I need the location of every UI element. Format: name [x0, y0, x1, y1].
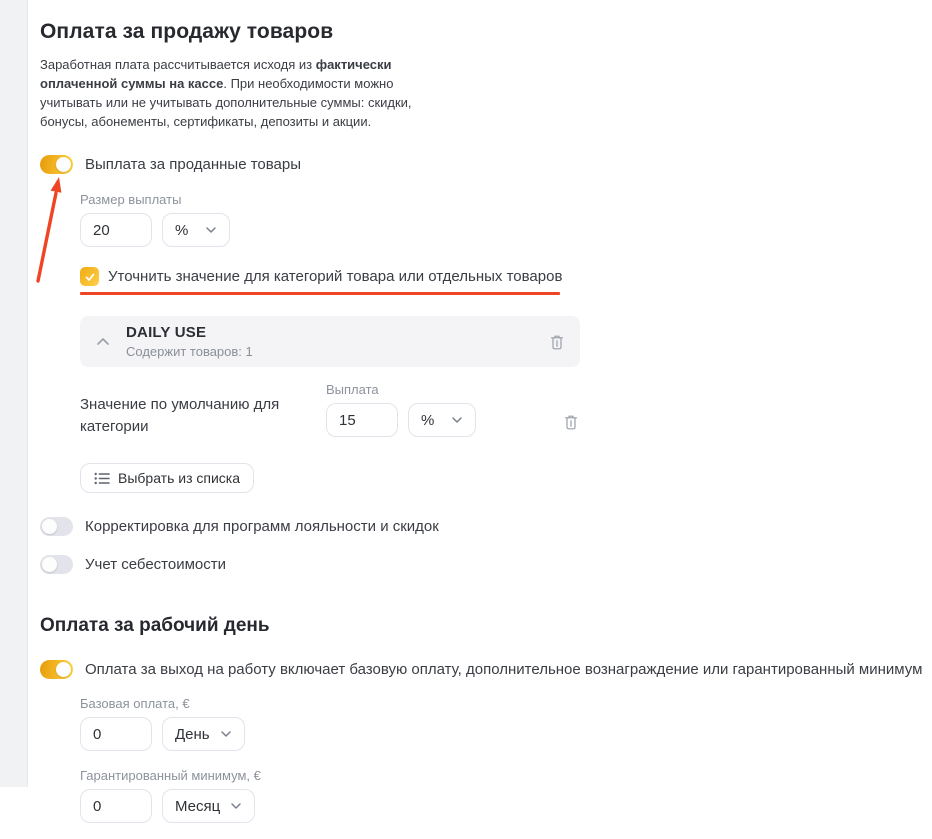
- attendance-toggle-label: Оплата за выход на работу включает базовую оплату, дополнительное вознаграждение или гарантированный минимум: [85, 661, 922, 678]
- red-arrow-annotation: [34, 171, 74, 283]
- category-unit-value: %: [421, 412, 434, 429]
- description-bold: фактически оплаченной суммы на кассе: [40, 57, 392, 91]
- workday-section-title: Оплата за рабочий день: [40, 615, 932, 637]
- base-pay-period-value: День: [175, 726, 210, 743]
- choose-from-list-button[interactable]: [80, 463, 254, 493]
- chevron-down-icon: [451, 416, 463, 424]
- list-icon: [94, 472, 110, 485]
- default-value-label: Значение по умолчанию для категории: [80, 394, 326, 438]
- chevron-down-icon: [220, 730, 232, 738]
- description-part2: . При необходимости можно учитывать или не учитывать дополнительные суммы: скидки, бонусы, абонементы, сертификаты, депозиты и акции.: [40, 76, 412, 129]
- sidebar-edge: [0, 0, 28, 787]
- loyalty-toggle-row: [40, 517, 932, 536]
- sold-goods-toggle[interactable]: [40, 155, 73, 174]
- cost-toggle-row: [40, 555, 932, 574]
- guaranteed-min-period-value: Месяц: [175, 798, 220, 815]
- section-description: [40, 55, 420, 131]
- cost-price-toggle[interactable]: [40, 555, 73, 574]
- category-subtitle: Содержит товаров: 1: [126, 344, 550, 359]
- category-card: [80, 316, 580, 367]
- attendance-toggle[interactable]: [40, 660, 73, 679]
- trash-icon: [550, 334, 564, 350]
- refine-checkbox-row: [80, 267, 932, 286]
- payout-field-label: Выплата: [326, 382, 476, 397]
- base-pay-label: Базовая оплата, €: [80, 696, 932, 711]
- chevron-down-icon: [205, 226, 217, 234]
- base-pay-period-select[interactable]: [162, 717, 245, 751]
- sold-goods-toggle-label: Выплата за проданные товары: [85, 156, 301, 173]
- category-card-text: [126, 324, 550, 359]
- guaranteed-min-label: Гарантированный минимум, €: [80, 768, 932, 783]
- toggle-knob: [56, 157, 71, 172]
- settings-page: [29, 0, 932, 839]
- collapse-button[interactable]: [92, 337, 114, 346]
- chevron-down-icon: [230, 802, 242, 810]
- loyalty-toggle-label: Корректировка для программ лояльности и скидок: [85, 518, 439, 535]
- category-name: DAILY USE: [126, 324, 550, 341]
- toggle-knob: [42, 519, 57, 534]
- category-default-row: [80, 382, 580, 438]
- cost-toggle-label: Учет себестоимости: [85, 556, 226, 573]
- payout-unit-value: %: [175, 222, 188, 239]
- chevron-up-icon: [96, 337, 110, 346]
- category-unit-select[interactable]: [408, 403, 476, 437]
- delete-default-row-button[interactable]: [564, 406, 580, 438]
- guaranteed-min-period-select[interactable]: [162, 789, 255, 823]
- page-title: Оплата за продажу товаров: [40, 20, 932, 44]
- loyalty-toggle[interactable]: [40, 517, 73, 536]
- description-part1: Заработная плата рассчитывается исходя из: [40, 57, 316, 72]
- delete-category-button[interactable]: [550, 334, 564, 350]
- payout-unit-select[interactable]: [162, 213, 230, 247]
- base-pay-input[interactable]: [80, 717, 152, 751]
- guaranteed-min-input[interactable]: [80, 789, 152, 823]
- category-payout-input[interactable]: [326, 403, 398, 437]
- refine-checkbox-label: Уточнить значение для категорий товара или отдельных товаров: [108, 268, 562, 285]
- toggle-knob: [56, 662, 71, 677]
- choose-from-list-label: Выбрать из списка: [118, 470, 240, 486]
- red-underline-annotation: [80, 292, 560, 295]
- payout-size-label: Размер выплаты: [80, 192, 932, 207]
- sold-goods-toggle-row: [40, 155, 932, 174]
- refine-checkbox[interactable]: [80, 267, 99, 286]
- checkmark-icon: [84, 271, 96, 283]
- trash-icon: [564, 414, 578, 430]
- attendance-toggle-row: [40, 660, 932, 679]
- payout-size-input[interactable]: [80, 213, 152, 247]
- toggle-knob: [42, 557, 57, 572]
